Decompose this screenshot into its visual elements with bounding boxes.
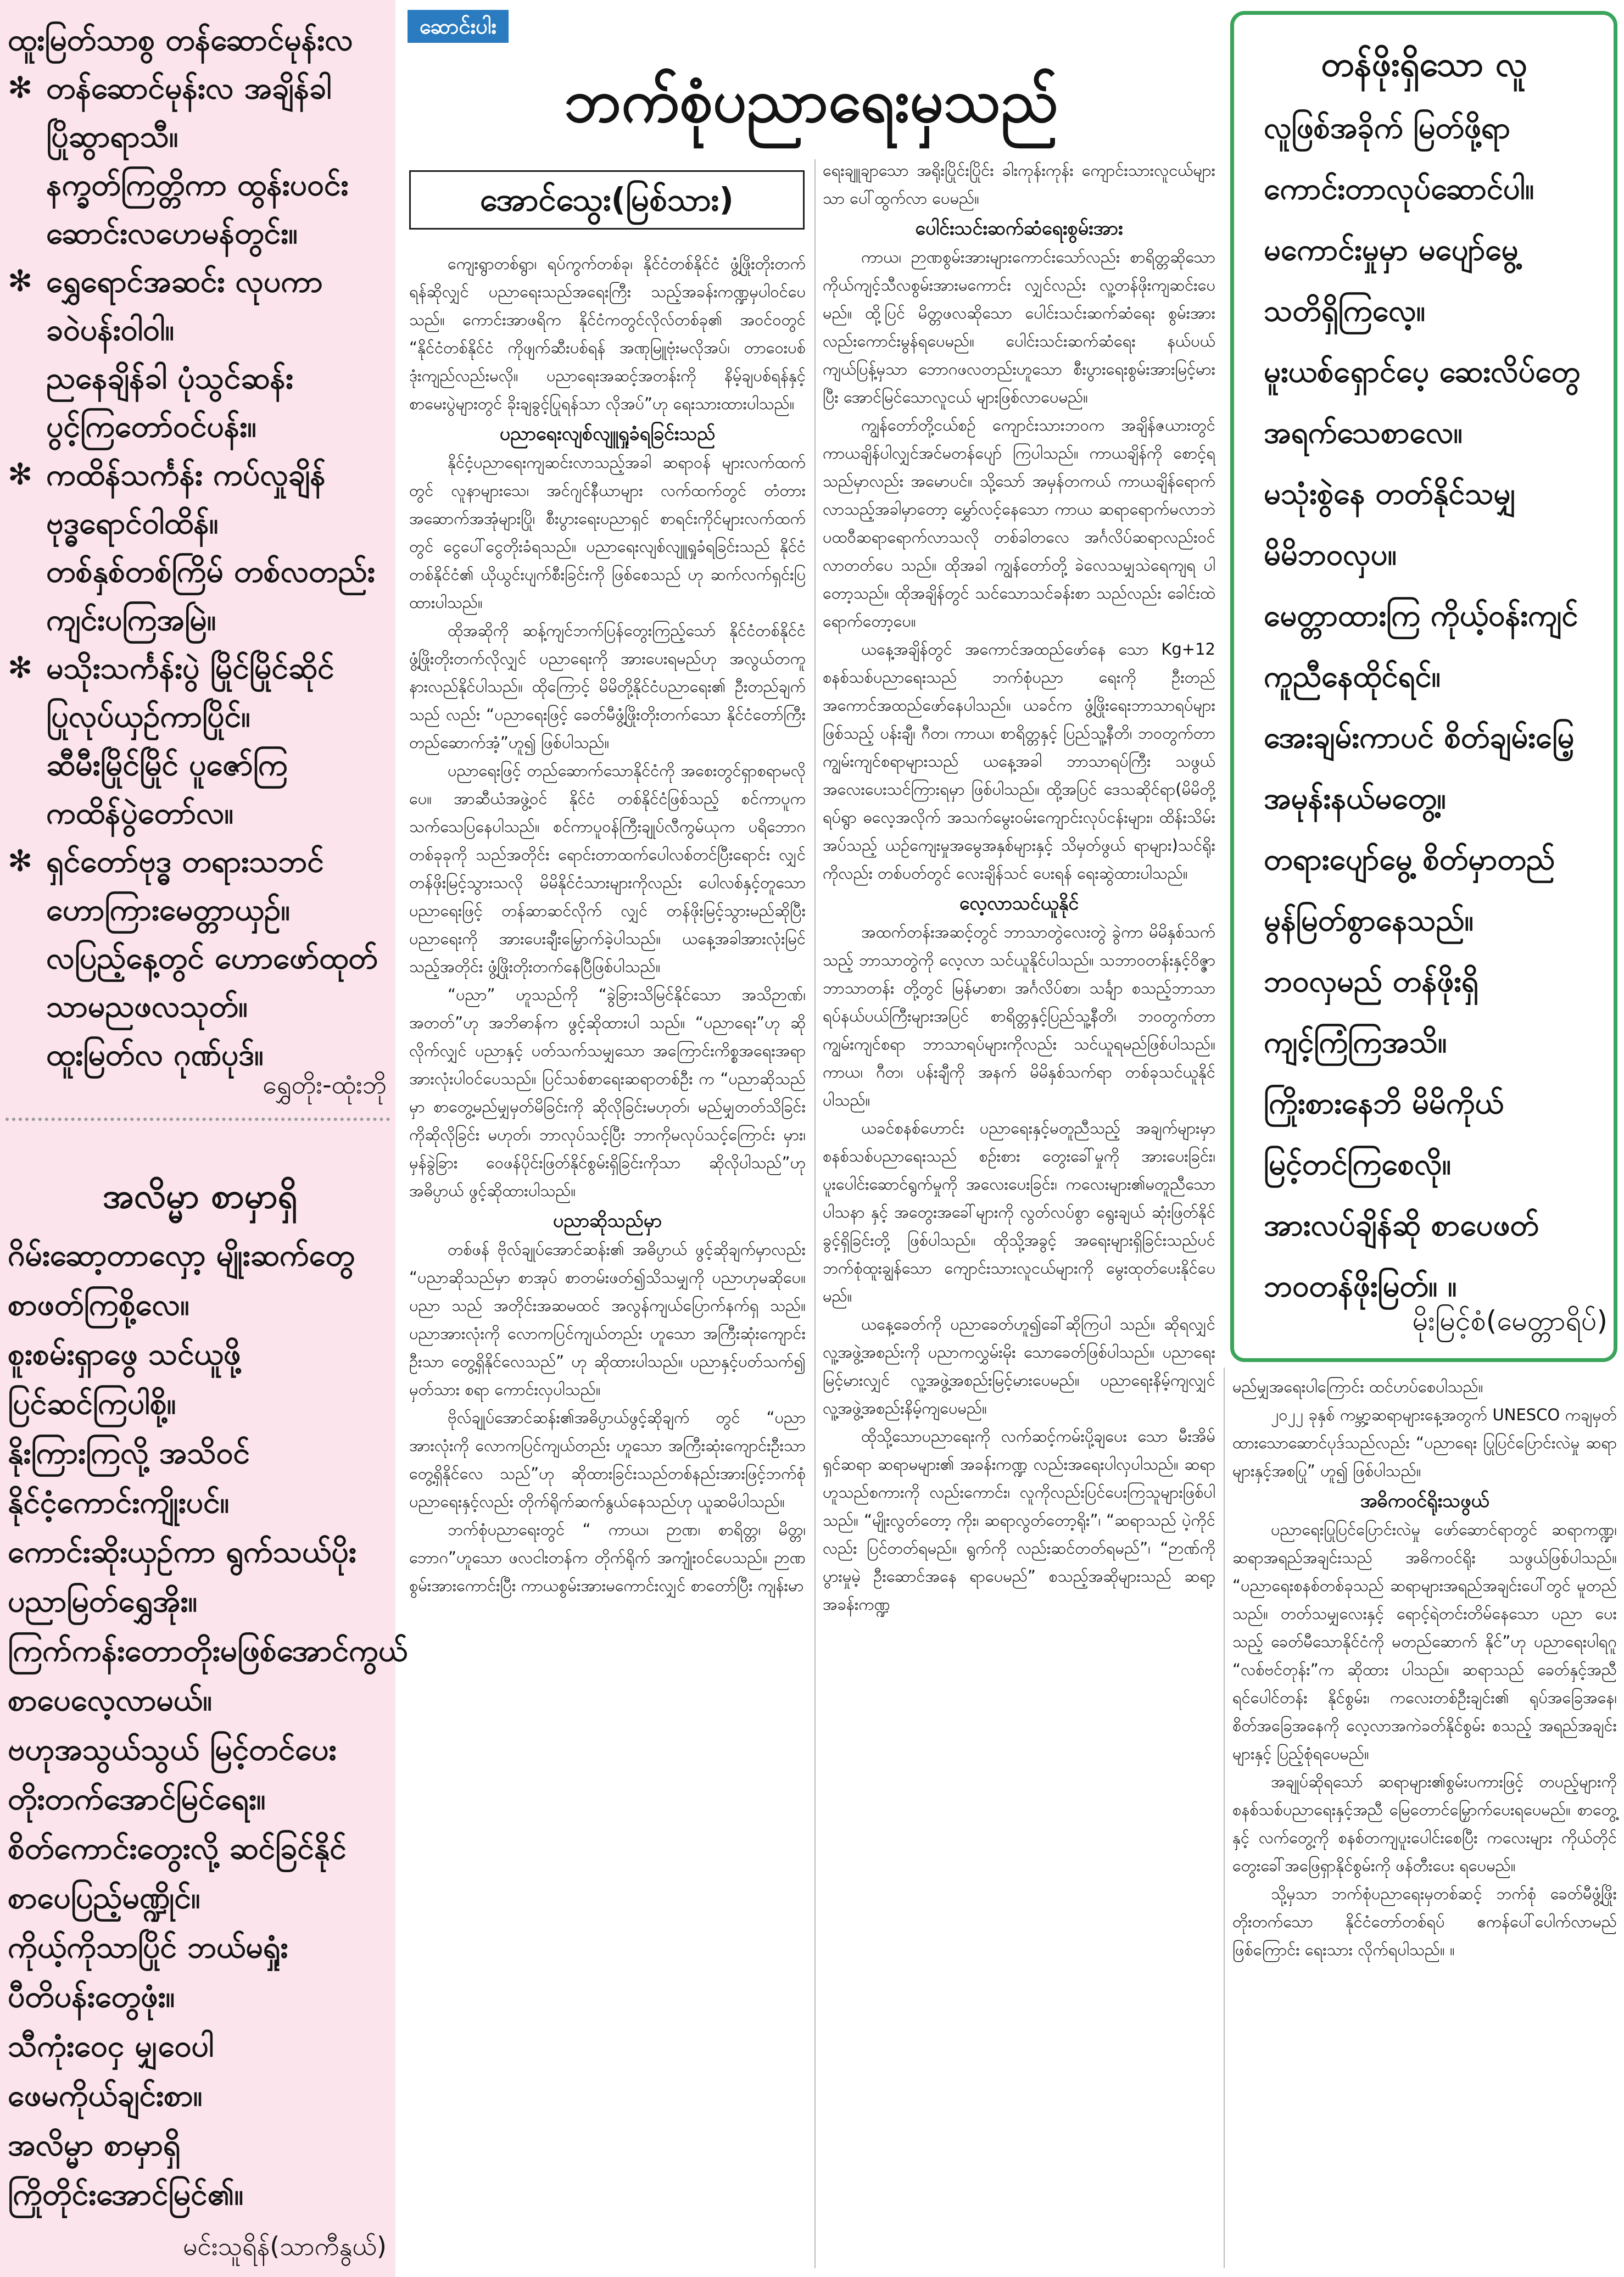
article-title: ဘက်စုံပညာရေးမှသည် (564, 67, 1058, 136)
article-paragraph: ထိုသို့သောပညာရေးကို လက်ဆင့်ကမ်းပို့ချပေး သော မီးအိမ်ရှင်ဆရာ ဆရာမများ၏ အခန်းကဏ္ဍ လည်းအရေးပါလှပါသည်။ ဆရာဟူသည်စကားကို လည်းကောင်း၊ လူကိုလည်းပြင်ပေးကြသူများဖြစ်ပါ သည်။ “မျိုးလွတ်တော့ ကိုး၊ ဆရာလွတ်တော့ရိုး”၊ “ဆရာသည် ပဲ့ကိုင်လည်း ပြင်တတ်ရမည်။ ရွက်ကို လည်းဆင်တတ်ရမည်”၊ “ဉာဏ်ကိုပွားမှုမဲ့ ဦးဆောင်အနေ ရာပေမည်” စသည့်အဆိုများသည် ဆရာ့အခန်းကဏ္ဍ (823, 1427, 1215, 1614)
poem-line: ညနေချိန်ခါ ပုံသွင်ဆန်း (46, 360, 293, 395)
poem-line: ✻ မသိုးသင်္ကန်းပွဲ မြိုင်မြိုင်ဆိုင် (8, 644, 392, 692)
article-paragraph: ယနေ့ခေတ်ကို ပညာခေတ်ဟူ၍ခေါ်ဆိုကြပါ သည်။ ဆိုရလျှင် လူ့အဖွဲ့အစည်းကို ပညာကလွှမ်းမိုး သောခေတ်ဖြစ်ပါသည်။ ပညာရေးမြင့်မားလျှင် လူ့အဖွဲ့အစည်းမြင့်မားပေမည်။ ပညာရေးနိမ့်ကျလျှင် လူ့အဖွဲ့အစည်းနိမ့်ကျပေမည်။ (823, 1315, 1215, 1417)
poem-line: ✻ ကထိန်သင်္ကန်း ကပ်လှုချိန် (8, 450, 392, 499)
article-paragraph: အထက်တန်းအဆင့်တွင် ဘာသာတွဲလေးတွဲ ခွဲကာ မိမိနှစ်သက်သည့် ဘာသာတွဲကို လေ့လာ သင်ယူနိုင်ပါသည်။ သဘာဝတန်းနှင့်ဝိဇ္ဇာဘာသာတန်း တို့တွင် မြန်မာစာ၊ အင်္ဂလိပ်စာ၊ သင်္ချာ စသည့်ဘာသာ ရပ်နယ်ပယ်ကြီးများအပြင် စာရိတ္တနှင့်ပြည်သူ့နီတိ၊ ဘဝတွက်တာကျွမ်းကျင်စရာ ဘာသာရပ်များကိုလည်း သင်ယူရမည်ဖြစ်ပါသည်။ ကာယ၊ ဂီတ၊ ပန်းချီကို အနက် မိမိနှစ်သက်ရာ တစ်ခုသင်ယူနိုင်ပါသည်။ (823, 923, 1215, 1109)
poem-alimma (8, 1230, 408, 2219)
article-paragraph: ကျေးရွာတစ်ရွာ၊ ရပ်ကွက်တစ်ခု၊ နိုင်ငံတစ်နိုင်ငံ ဖွံ့ဖြိုးတိုးတက်ရန်ဆိုလျှင် ပညာရေးသည်အရေးကြီး သည့်အခန်းကဏ္ဍမှပါဝင်ပေသည်။ ကောင်းအာဖရိက နိုင်ငံကတွင်လိုလ်တစ်ခု၏ အဝင်ဝတွင် “နိုင်ငံတစ်နိုင်ငံ ကိုဖျက်ဆီးပစ်ရန် အဏုမြူဗုံးမလိုအပ်၊ တာဝေးပစ် ဒုံးကျည်လည်းမလို။ ပညာရေးအဆင့်အတန်းကို နိမ့်ချပစ်ရန်နှင့် စာမေးပွဲများတွင် ခိုးချခွင့်ပြုရန်သာ လိုအပ်”ဟု ရေးသားထားပါသည်။ (409, 254, 806, 413)
poem-line: ပြုလုပ်ယှဉ်ကာပြိုင်။ (46, 699, 250, 734)
asterisk-icon: ✻ (8, 264, 33, 298)
poem-line: ပွင့်ကြတော်ဝင်ပန်း။ (46, 409, 256, 444)
poem-tazaungmon (8, 15, 392, 1079)
poem-line: ကူညီနေထိုင်ရင်။ (1264, 659, 1441, 694)
poem-line: နိုးကြားကြလို့ အသိဝင် (8, 1435, 250, 1470)
article-paragraph: နိုင်ငံ့ပညာရေးကျဆင်းလာသည့်အခါ ဆရာဝန် များလက်ထက်တွင် လူနာများသေ၊ အင်ဂျင်နီယာများ လက်ထက်တွင် တံတားအဆောက်အအုံများပြို၊ စီးပွားရေးပညာရှင် စာရင်းကိုင်များလက်ထက်တွင် ငွေပေါ်ငွေတိုးခံရသည်။ ပညာရေးလျစ်လျူရှုခံရခြင်းသည် နိုင်ငံတစ်နိုင်ငံ၏ ယိုယွင်းပျက်စီးခြင်းကို ဖြစ်စေသည် ဟု ဆက်လက်ရှင်းပြထားပါသည်။ (409, 453, 806, 612)
poem-line: ဖေမကိုယ်ချင်းစာ။ (8, 2078, 203, 2113)
poem-line: ဗုဒ္ဓရောင်ဝါထိန်။ (46, 505, 219, 540)
poem-line: မကောင်းမှုမှာ မပျော်မွေ့ (1264, 232, 1519, 267)
poem-line: ထူးမြတ်သာစွ တန်ဆောင်မုန်းလ (8, 22, 353, 57)
poem-line: ဗဟုအသွယ်သွယ် မြင့်တင်ပေး (8, 1732, 337, 1767)
poem-line: ✻ ရှင်တော်ဗုဒ္ဓ တရားသဘင် (8, 837, 392, 885)
poem-line: ကြက်ကန်းတောတိုးမဖြစ်အောင်ကွယ် (8, 1633, 408, 1668)
poem-line: စာပေပြည့်မဏ္ဍိုင်။ (8, 1880, 200, 1915)
poem-line: မသုံးစွဲနေ တတ်နိုင်သမျှ (1264, 476, 1516, 511)
asterisk-icon: ✻ (8, 457, 33, 492)
poem-line: မွန်မြတ်စွာနေသည်။ (1264, 903, 1474, 937)
poem-line: ဟောကြားမေတ္တာယှဉ်။ (46, 892, 290, 927)
article-byline: အောင်သွေး(မြစ်သား) (409, 170, 805, 230)
article-column-3 (1232, 1373, 1617, 1964)
poem-line: ဘဝလှမည် တန်ဖိုးရှိ (1264, 964, 1478, 998)
poem-line: ဂိမ်းဆော့တာလှော့ မျိုးဆက်တွေ (8, 1237, 355, 1273)
poem-line: စိတ်ကောင်းတွေးလို့ ဆင်ခြင်နိုင် (8, 1830, 347, 1866)
article-paragraph: ယနေ့အချိန်တွင် အကောင်အထည်ဖော်နေ သော Kg+12 စနစ်သစ်ပညာရေးသည် ဘက်စုံပညာ ရေးကို ဦးတည်အကောင်အထည်ဖော်နေပါသည်။ ယခင်က ဖွံ့ဖြိုးရေးဘာသာရပ်များဖြစ်သည့် ပန်းချီ၊ ဂီတ၊ ကာယ၊ စာရိတ္တနှင့် ပြည်သူ့နီတိ၊ ဘဝတွက်တာ ကျွမ်းကျင်စရာများသည် ယနေ့အခါ ဘာသာရပ်ကြီး သဖွယ် အလေးပေးသင်ကြားရမှာ ဖြစ်ပါသည်။ ထို့အပြင် ဒေသဆိုင်ရာ(မိမိတို့ရပ်ရွာ ဓလေ့အလိုက် အသက်မွေးဝမ်းကျောင်းလုပ်ငန်းများ၊ ထိန်းသိမ်း အပ်သည့် ယဉ်ကျေးမှုအမွေအနှစ်များနှင့် သိမှတ်ဖွယ် ရာများ)သင်ရိုးကိုလည်း တစ်ပတ်တွင် လေးချိန်သင် ပေးရန် ရေးဆွဲထားပါသည်။ (823, 640, 1215, 883)
poem-divider (5, 1118, 390, 1121)
article-paragraph: ပညာရေးဖြင့် တည်ဆောက်သောနိုင်ငံကို အစေးတွင်ရှာစရာမလိုပေ။ အာဆီယံအဖွဲ့ဝင် နိုင်ငံ တစ်နိုင်ငံဖြစ်သည့် စင်ကာပူက သက်သေပြနေပါသည်။ စင်ကာပူဝန်ကြီးချုပ်လီကွမ်ယုက ပရိဘောဂတစ်ခုခုကို သည်အတိုင်း ရောင်းတာထက်ပေါလစ်တင်ပြီးရောင်း လျှင် တန်ဖိုးမြင့်သွားသလို မိမိနိုင်ငံသားများကိုလည်း ပေါလစ်နှင့်တူသောပညာရေးဖြင့် တန်ဆာဆင်လိုက် လျှင် တန်ဖိုးမြင့်သွားမည်ဆိုပြီး ပညာရေးကို အားပေးချီးမြှောက်ခဲ့ပါသည်။ ယနေ့အခါအားလုံးမြင် သည့်အတိုင်း ဖွံ့ဖြိုးတိုးတက်နေပြီဖြစ်ပါသည်။ (409, 761, 806, 976)
poem-line: မူးယစ်ရှောင်ပေ့ ဆေးလိပ်တွေ (1264, 354, 1581, 389)
article-paragraph: အချုပ်ဆိုရသော် ဆရာများ၏စွမ်းပကားဖြင့် တပည့်များကို စနစ်သစ်ပညာရေးနှင့်အညီ မြေတောင်မြှောက်ပေးရပေမည်။ စာတွေ့နှင့် လက်တွေ့ကို စနစ်တကျပူးပေါင်းစေပြီး ကလေးများ ကိုယ်တိုင်တွေးခေါ်အဖြေရှာနိုင်စွမ်းကို ဖန်တီးပေး ရပေမည်။ (1232, 1772, 1617, 1875)
article-paragraph: “ပညာ” ဟူသည်ကို “ခွဲခြားသိမြင်နိုင်သော အသိဉာဏ်၊ အတတ်”ဟု အဘိဓာန်က ဖွင့်ဆိုထားပါ သည်။ “ပညာရေး”ဟု ဆိုလိုက်လျှင် ပညာနှင့် ပတ်သက်သမျှသော အကြောင်းကိစ္စအရေးအရာ အားလုံးပါဝင်ပေသည်။ ပြင်သစ်စာရေးဆရာတစ်ဦး က “ပညာဆိုသည်မှာ စာတွေ့မည်မျှမှတ်မိခြင်းကို ဆိုလိုခြင်းမဟုတ်၊ မည်မျှတတ်သိခြင်းကိုဆိုလိုခြင်း မဟုတ်၊ ဘာလုပ်သင့်ပြီး ဘာကိုမလုပ်သင့်ကြောင်း မှား၊ မှန်ခွဲခြား ဝေဖန်ပိုင်းဖြတ်နိုင်စွမ်းရှိခြင်းကိုသာ ဆိုလိုပါသည်”ဟု အဓိပ္ပာယ် ဖွင့်ဆိုထားပါသည်။ (409, 985, 806, 1200)
poem-line: သာမညဖလသုတ်။ (46, 989, 248, 1024)
article-subheading: ပေါင်းသင်းဆက်ဆံရေးစွမ်းအား (915, 217, 1123, 239)
poem-line: အလိမ္မာ စာမှာရှိ (8, 2127, 181, 2162)
poem-line: ကောင်းတာလုပ်ဆောင်ပါ။ (1264, 171, 1534, 206)
article-paragraph: မည်မျှအရေးပါကြောင်း ထင်ဟပ်စေပါသည်။ (1232, 1377, 1483, 1396)
poem-line: အမုန်းနယ်မတွေ့။ (1264, 781, 1446, 816)
asterisk-icon: ✻ (8, 650, 33, 685)
poem-valuable-person (1264, 97, 1615, 1316)
poem-author: မင်းသူရိန်(သာကီနွယ်) (183, 2231, 387, 2261)
poem-line: တရားပျော်မွေ့ စိတ်မှာတည် (1264, 842, 1555, 877)
poem-line: ကထိန်ပွဲတော်လ။ (46, 795, 234, 830)
article-paragraph: ထိုအဆိုကို ဆန့်ကျင်ဘက်ပြန်တွေးကြည့်သော် နိုင်ငံတစ်နိုင်ငံ ဖွံ့ဖြိုးတိုးတက်လိုလျှင် ပညာရေးကို အားပေးရမည်ဟု အလွယ်တကူ နားလည်နိုင်ပါသည်။ ထိုကြောင့် မိမိတို့နိုင်ငံပညာရေး၏ ဦးတည်ချက်သည် လည်း “ပညာရေးဖြင့် ခေတ်မီဖွံ့ဖြိုးတိုးတက်သော နိုင်ငံတော်ကြီးတည်ဆောက်အံ့”ဟူ၍ ဖြစ်ပါသည်။ (409, 621, 806, 752)
right-poem-box (1230, 11, 1617, 1362)
column-rule (1224, 1368, 1225, 2268)
article-paragraph: ၂၀၂၂ ခုနှစ် ကမ္ဘာ့ဆရာများနေ့အတွက် UNESCO ကချမှတ်ထားသောဆောင်ပုဒ်သည်လည်း “ပညာရေး ပြုပြင်ပြောင်းလဲမှု ဆရာများနှင့်အစပြု” ဟူ၍ ဖြစ်ပါသည်။ (1232, 1405, 1617, 1480)
poem-line: ကြိုတိုင်းအောင်မြင်၏။ (8, 2176, 244, 2212)
poem-line: အေးချမ်းကာပင် စိတ်ချမ်းမြေ့ (1264, 720, 1575, 755)
poem-line: မေတ္တာထားကြ ကိုယ့်ဝန်းကျင် (1264, 598, 1578, 633)
article-subheading: ပညာဆိုသည်မှာ (553, 1210, 662, 1232)
article-paragraph: တစ်ဖန် ဗိုလ်ချုပ်အောင်ဆန်း၏ အဓိပ္ပာယ် ဖွင့်ဆိုချက်မှာလည်း “ပညာဆိုသည်မှာ စာအုပ် စာတမ်းဖတ်၍သိသမျှကို ပညာဟုမဆိုပေ။ ပညာ သည် အတိုင်းအဆမထင် အလွန်ကျယ်ပြောက်နက်ရှ သည်။ ပညာအားလုံးကို လောကပြင်ကျယ်တည်း ဟူသော အကြီးဆုံးကျောင်းဦးသာ တွေ့ရှိနိုင်လေသည်” ဟု ဆိုထားပါသည်။ ပညာနှင့်ပတ်သက်၍ မှတ်သား စရာ ကောင်းလှပါသည်။ (409, 1240, 806, 1399)
poem-line: ပီတိပန်းတွေဖုံး။ (8, 1979, 175, 2014)
article-paragraph: ပညာရေးပြုပြင်ပြောင်းလဲမှု ဖော်ဆောင်ရာတွင် ဆရာကဏ္ဍ၊ ဆရာအရည်အချင်းသည် အဓိကဝင်ရိုး သဖွယ်ဖြစ်ပါသည်။ “ပညာရေးစနစ်တစ်ခုသည် ဆရာများအရည်အချင်းပေါ်တွင် မူတည်သည်။ တတ်သမျှလေးနှင့် ရောင့်ရဲတင်းတိမ်နေသော ပညာ ပေးသည့် ခေတ်မီသောနိုင်ငံကို မတည်ဆောက် နိုင်”ဟု ပညာရေးပါရဂူ “လစ်ဗင်တုန်း”က ဆိုထား ပါသည်။ ဆရာသည် ခေတ်နှင့်အညီ ရင်ပေါင်တန်း နိုင်စွမ်း၊ ကလေးတစ်ဦးချင်း၏ ရုပ်အခြေအနေ၊ စိတ်အခြေအနေကို လေ့လာအကဲခတ်နိုင်စွမ်း စသည့် အရည်အချင်းများနှင့် ပြည့်စုံရပေမည်။ (1232, 1520, 1617, 1763)
poem-line: အရက်သေစာလေ။ (1264, 415, 1463, 450)
poem-line: ပြိုဆွာရာသီ။ (46, 119, 178, 154)
left-poem-panel (0, 0, 408, 2277)
article-paragraph: ဗိုလ်ချုပ်အောင်ဆန်း၏အဓိပ္ပာယ်ဖွင့်ဆိုချက် တွင် “ပညာအားလုံးကို လောကပြင်ကျယ်တည်း ဟူသော အကြီးဆုံးကျောင်းဦးသာ တွေ့ရှိနိုင်လေ သည်”ဟု ဆိုထားခြင်းသည်တစ်နည်းအားဖြင့်ဘက်စုံ ပညာရေးနှင့်လည်း တိုက်ရိုက်ဆက်နွယ်နေသည်ဟု ယူဆမိပါသည်။ (409, 1408, 806, 1511)
poem-line: စာပေလေ့လာမယ်။ (8, 1682, 212, 1717)
poem-line: တစ်နှစ်တစ်ကြိမ် တစ်လတည်း (46, 554, 375, 589)
article-paragraph: ယခင်စနစ်ဟောင်း ပညာရေးနှင့်မတူညီသည့် အချက်များမှာ စနစ်သစ်ပညာရေးသည် စဉ်းစား တွေးခေါ်မှုကို အားပေးခြင်း၊ ပူးပေါင်းဆောင်ရွက်မှုကို အလေးပေးခြင်း၊ ကလေးများ၏မတူညီသော ပါသနာ နှင့် အတွေးအခေါ်များကို လွတ်လပ်စွာ ရွေးချယ် ဆုံးဖြတ်နိုင်ခွင့်ရှိခြင်းတို့ ဖြစ်ပါသည်။ ထိုသို့အခွင့် အရေးများရှိခြင်းသည်ပင် ဘက်စုံထူးချွန်သော ကျောင်းသားလူငယ်များကို မွေးထုတ်ပေးနိုင်ပေမည်။ (823, 1119, 1215, 1305)
article-subheading: လေ့လာသင်ယူနိုင် (959, 892, 1079, 914)
asterisk-icon: ✻ (8, 844, 33, 878)
poem-line: စာဖတ်ကြစို့လေ။ (8, 1287, 189, 1322)
article-paragraph: ရေးချူချာသော အရိုးပြိုင်းပြိုင်း ခါးကုန်းကုန်း ကျောင်းသားလူငယ်များသာ ပေါ်ထွက်လာ ပေမည်။ (823, 161, 1215, 208)
poem-line: ဆောင်းလဟေမန်တွင်း။ (46, 215, 298, 250)
article-paragraph: ကျွန်တော်တို့ငယ်စဉ် ကျောင်းသားဘဝက အချိန်ဇယားတွင် ကာယချိန်ပါလျှင်အင်မတန်ပျော် ကြပါသည်။ ကာယချိန်ကို စောင့်ရသည်မှာလည်း အမောပင်။ သို့သော် အမှန်တကယ် ကာယချိန်ရောက် လာသည့်အခါမှာတော့ မွှော်လင့်နေသော ကာယ ဆရာရောက်မလာဘဲ ပထဝီဆရာရောက်လာသလို တစ်ခါတလေ အင်္ဂလိပ်ဆရာလည်းဝင်လာတတ်ပေ သည်။ ထိုအခါ ကျွန်တော်တို့ ခဲလေသမျှသဲရေကျရ ပါတော့သည်။ ထိုအချိန်တွင် သင်သောသင်ခန်းစာ သည်လည်း ခေါင်းထဲရောက်တော့ပေ။ (823, 416, 1215, 630)
poem-author: ရွှေတိုး-ထုံးဘို (263, 1070, 387, 1100)
category-tag: ဆောင်းပါး (408, 10, 509, 43)
poem-line: လပြည့်နေ့တွင် ဟောဖော်ထုတ် (46, 940, 378, 975)
poem-line: ကိုယ့်ကိုသာပြိုင် ဘယ်မရှုံး (8, 1929, 288, 1965)
article-column-1 (409, 250, 806, 1600)
poem-line: နက္ခတ်ကြတ္တိကာ ထွန်းပဝင်း (46, 167, 349, 202)
poem-line: ဘဝတန်ဖိုးမြတ်။ ။ (1264, 1269, 1457, 1303)
poem-title: တန်ဖိုးရှိသော လူ (1321, 44, 1527, 84)
article-paragraph: ဘက်စုံပညာရေးတွင် “ ကာယ၊ ဉာဏ၊ စာရိတ္တ၊ မိတ္တ၊ ဘောဂ”ဟူသော ဖလငါးတန်က တိုက်ရိုက် အကျုံးဝင်ပေသည်။ ဉာဏစွမ်းအားကောင်းပြီး ကာယစွမ်းအားမကောင်းလျှင် စာတော်ပြီး ကျန်းမာ (409, 1520, 806, 1595)
poem-line: တိုးတက်အောင်မြင်ရေး။ (8, 1781, 266, 1816)
article-paragraph: ကာယ၊ ဉာဏစွမ်းအားများကောင်းသော်လည်း စာရိတ္တဆိုသော ကိုယ်ကျင့်သီလစွမ်းအားမကောင်း လျှင်လည်း လူ့တန်ဖိုးကျဆင်းပေမည်။ ထို့ပြင် မိတ္တဖလဆိုသော ပေါင်းသင်းဆက်ဆံရေး စွမ်းအား လည်းကောင်းမွန်ရပေမည်။ ပေါင်းသင်းဆက်ဆံရေး နယ်ပယ်ကျယ်ပြန့်မှသာ ဘောဂဖလတည်းဟူသော စီးပွားရေးစွမ်းအားမြင့်မားပြီး အောင်မြင်သောလူငယ် များဖြစ်လာပေမည်။ (823, 248, 1215, 406)
column-rule (814, 159, 816, 2268)
poem-line: ကောင်းဆိုးယှဉ်ကာ ရွက်သယ်ပိုး (8, 1534, 356, 1569)
article-subheading: အဓိကဝင်ရိုးသဖွယ် (1360, 1490, 1489, 1512)
poem-line: ဆီမီးမြိုင်မြိုင် ပူဇော်ကြ (46, 747, 288, 782)
poem-line: နိုင်ငံ့ကောင်းကျိုးပင်။ (8, 1484, 230, 1520)
poem-line: ထူးမြတ်လ ဂုဏ်ပုဒ်။ (46, 1037, 264, 1072)
article-paragraph: သို့မှသာ ဘက်စုံပညာရေးမှတစ်ဆင့် ဘက်စုံ ခေတ်မီဖွံ့ဖြိုးတိုးတက်သော နိုင်ငံတော်တစ်ရပ် ဧကန်ပေါ်ပေါက်လာမည်ဖြစ်ကြောင်း ရေးသား လိုက်ရပါသည်။ ။ (1232, 1884, 1617, 1959)
poem-line: ပြင်ဆင်ကြပါစို့။ (8, 1386, 176, 1421)
poem-line: ကျင့်ကြံကြအသိ။ (1264, 1025, 1447, 1059)
poem-line: ✻ တန်ဆောင်မုန်းလ အချိန်ခါ (8, 64, 392, 112)
poem-line: အားလပ်ချိန်ဆို စာပေဖတ် (1264, 1208, 1539, 1242)
poem-line: သီကုံးဝေငှ မျှဝေပါ (8, 2028, 214, 2063)
poem-line: ခဝဲပန်းဝါဝါ။ (46, 312, 175, 347)
poem-author: မိုးမြင့်စံ(မေတ္တာရိပ်) (1412, 1305, 1608, 1337)
poem-line: ပညာမြတ်ရွှေအိုး။ (8, 1583, 197, 1619)
poem-line: ✻ ရွှေရောင်အဆင်း လုပကာ (8, 257, 392, 305)
poem-line: ကျင်းပကြအမြဲ။ (46, 602, 216, 637)
poem-line: သတိရှိကြလေ့။ (1264, 293, 1425, 328)
poem-line: မိမိဘဝလှပ။ (1264, 537, 1397, 572)
poem-line: မြင့်တင်ကြစေလို။ (1264, 1147, 1451, 1181)
poem-title: အလိမ္မာ စာမှာရှိ (102, 1176, 298, 1216)
article-subheading: ပညာရေးလျစ်လျူရှုခံရခြင်းသည် (499, 423, 716, 445)
poem-line: စူးစမ်းရှာဖွေ သင်ယူဖို့ (8, 1336, 241, 1371)
article-column-2 (823, 157, 1215, 1619)
asterisk-icon: ✻ (8, 70, 33, 105)
poem-line: လူဖြစ်အခိုက် မြတ်ဖို့ရာ (1264, 110, 1511, 145)
poem-line: ကြိုးစားနေဘိ မိမိကိုယ် (1264, 1086, 1504, 1120)
